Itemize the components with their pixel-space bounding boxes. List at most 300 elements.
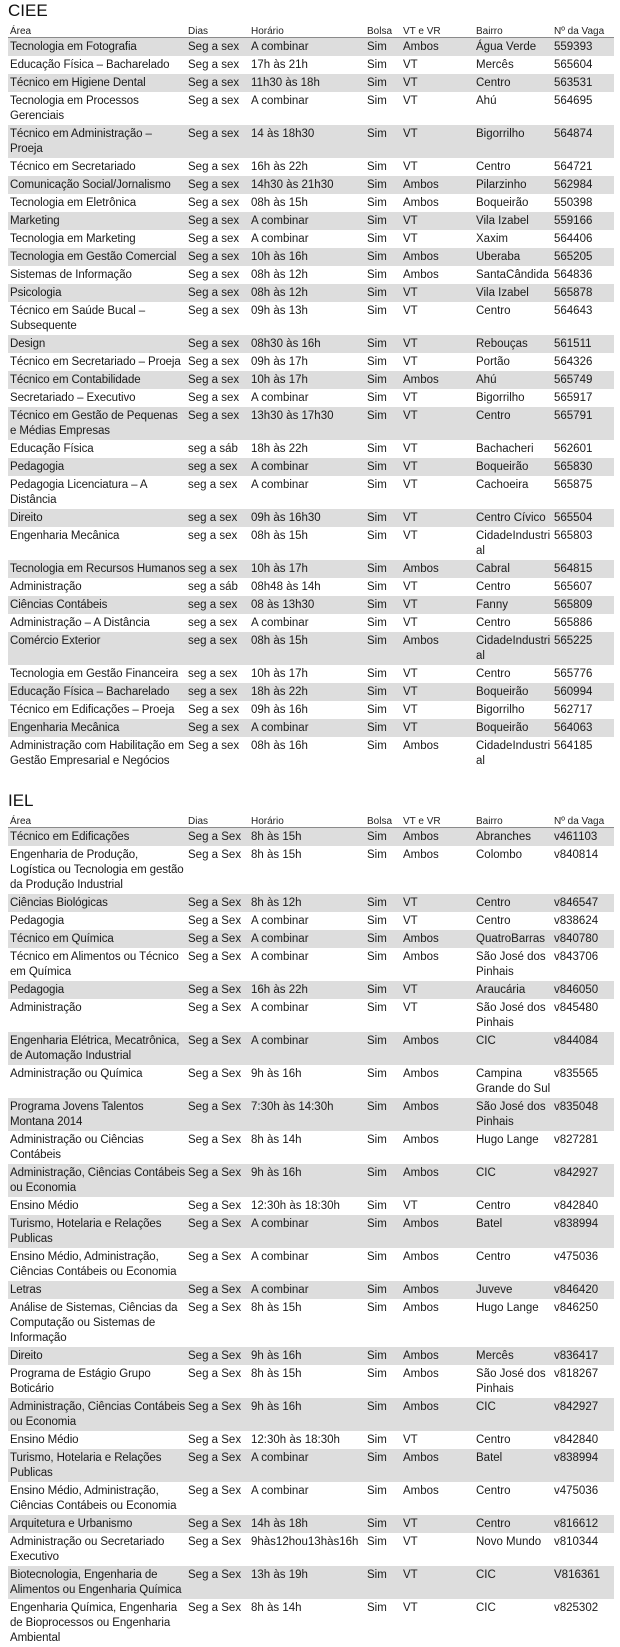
table-row xyxy=(8,1131,614,1164)
table-row xyxy=(8,1098,614,1131)
bolsa-cell: Sim xyxy=(365,999,401,1032)
table-row xyxy=(8,509,614,527)
area-cell: Educação Física – Bacharelado xyxy=(8,56,186,74)
vaga-cell: 564815 xyxy=(552,560,614,578)
vaga-cell: v827281 xyxy=(552,1131,614,1164)
vaga-cell: 562984 xyxy=(552,176,614,194)
bolsa-cell: Sim xyxy=(365,912,401,930)
table-row xyxy=(8,665,614,683)
vt-cell: VT xyxy=(401,719,474,737)
table-row xyxy=(8,1365,614,1398)
vt-cell: VT xyxy=(401,1566,474,1599)
bolsa-cell: Sim xyxy=(365,92,401,125)
bairro-cell: Ahú xyxy=(474,92,552,125)
table-row xyxy=(8,912,614,930)
bolsa-cell: Sim xyxy=(365,665,401,683)
bairro-cell: Centro xyxy=(474,894,552,912)
horario-cell: A combinar xyxy=(249,92,365,125)
table-row xyxy=(8,194,614,212)
vaga-cell: v838994 xyxy=(552,1215,614,1248)
bairro-cell: Boqueirão xyxy=(474,458,552,476)
vaga-cell: v842927 xyxy=(552,1164,614,1197)
vt-cell: Ambos xyxy=(401,1365,474,1398)
table-row xyxy=(8,527,614,560)
bolsa-cell: Sim xyxy=(365,1533,401,1566)
bolsa-cell: Sim xyxy=(365,737,401,770)
area-cell: Turismo, Hotelaria e Relações Publicas xyxy=(8,1215,186,1248)
table-row xyxy=(8,1566,614,1599)
vt-cell: Ambos xyxy=(401,1248,474,1281)
col-header-vt: VT e VR xyxy=(401,812,474,828)
table-row xyxy=(8,230,614,248)
table-row xyxy=(8,302,614,335)
table-row xyxy=(8,981,614,999)
dias-cell: seg a sex xyxy=(186,527,249,560)
horario-cell: A combinar xyxy=(249,614,365,632)
bairro-cell: Pilarzinho xyxy=(474,176,552,194)
table-row xyxy=(8,1431,614,1449)
horario-cell: 09h às 16h30 xyxy=(249,509,365,527)
dias-cell: Seg a sex xyxy=(186,125,249,158)
vt-cell: VT xyxy=(401,125,474,158)
bairro-cell: Campina Grande do Sul xyxy=(474,1065,552,1098)
bairro-cell: CIC xyxy=(474,1566,552,1599)
table-row xyxy=(8,371,614,389)
bolsa-cell: Sim xyxy=(365,1299,401,1347)
vt-cell: VT xyxy=(401,578,474,596)
vaga-cell: 564063 xyxy=(552,719,614,737)
dias-cell: seg a sex xyxy=(186,476,249,509)
bolsa-cell: Sim xyxy=(365,1347,401,1365)
col-header-horario: Horário xyxy=(249,22,365,38)
vt-cell: Ambos xyxy=(401,846,474,894)
bairro-cell: Centro xyxy=(474,302,552,335)
dias-cell: Seg a sex xyxy=(186,194,249,212)
vaga-cell: 565803 xyxy=(552,527,614,560)
bairro-cell: Centro xyxy=(474,665,552,683)
horario-cell: A combinar xyxy=(249,230,365,248)
horario-cell: 09h às 16h xyxy=(249,701,365,719)
col-header-vt: VT e VR xyxy=(401,22,474,38)
vaga-cell: v816612 xyxy=(552,1515,614,1533)
col-header-bolsa: Bolsa xyxy=(365,22,401,38)
vaga-cell: 565809 xyxy=(552,596,614,614)
col-header-dias: Dias xyxy=(186,22,249,38)
area-cell: Educação Física xyxy=(8,440,186,458)
bolsa-cell: Sim xyxy=(365,212,401,230)
dias-cell: Seg a sex xyxy=(186,335,249,353)
dias-cell: Seg a Sex xyxy=(186,1347,249,1365)
bolsa-cell: Sim xyxy=(365,1197,401,1215)
area-cell: Administração ou Química xyxy=(8,1065,186,1098)
dias-cell: seg a sex xyxy=(186,509,249,527)
bairro-cell: Cachoeira xyxy=(474,476,552,509)
bairro-cell: Bigorrilho xyxy=(474,701,552,719)
bairro-cell: São José dos Pinhais xyxy=(474,999,552,1032)
bolsa-cell: Sim xyxy=(365,1449,401,1482)
bolsa-cell: Sim xyxy=(365,266,401,284)
bolsa-cell: Sim xyxy=(365,1599,401,1647)
ciee-section xyxy=(0,0,620,770)
horario-cell: 08h30 às 16h xyxy=(249,335,365,353)
horario-cell: 08h às 15h xyxy=(249,527,365,560)
table-row xyxy=(8,1533,614,1566)
vaga-cell: 565776 xyxy=(552,665,614,683)
vaga-cell: 564326 xyxy=(552,353,614,371)
bolsa-cell: Sim xyxy=(365,176,401,194)
dias-cell: Seg a Sex xyxy=(186,1164,249,1197)
horario-cell: 9h às 16h xyxy=(249,1347,365,1365)
bairro-cell: CidadeIndustrial xyxy=(474,737,552,770)
vaga-cell: 562717 xyxy=(552,701,614,719)
area-cell: Sistemas de Informação xyxy=(8,266,186,284)
dias-cell: seg a sex xyxy=(186,458,249,476)
bolsa-cell: Sim xyxy=(365,894,401,912)
horario-cell: 17h às 21h xyxy=(249,56,365,74)
vaga-cell: V816361 xyxy=(552,1566,614,1599)
bairro-cell: CIC xyxy=(474,1398,552,1431)
vaga-cell: 565604 xyxy=(552,56,614,74)
horario-cell: 14h às 18h xyxy=(249,1515,365,1533)
vt-cell: Ambos xyxy=(401,1347,474,1365)
table-row xyxy=(8,1347,614,1365)
bairro-cell: SantaCândida xyxy=(474,266,552,284)
table-row xyxy=(8,999,614,1032)
horario-cell: 12:30h às 18:30h xyxy=(249,1197,365,1215)
bairro-cell: Centro xyxy=(474,158,552,176)
vt-cell: Ambos xyxy=(401,1164,474,1197)
table-row xyxy=(8,683,614,701)
bolsa-cell: Sim xyxy=(365,560,401,578)
dias-cell: seg a sáb xyxy=(186,578,249,596)
area-cell: Técnico em Saúde Bucal – Subsequente xyxy=(8,302,186,335)
area-cell: Ensino Médio, Administração, Ciências Contábeis ou Economia xyxy=(8,1248,186,1281)
iel-section xyxy=(0,790,620,1647)
bolsa-cell: Sim xyxy=(365,1098,401,1131)
vt-cell: Ambos xyxy=(401,632,474,665)
area-cell: Técnico em Administração – Proeja xyxy=(8,125,186,158)
table-row xyxy=(8,596,614,614)
dias-cell: Seg a Sex xyxy=(186,1215,249,1248)
table-row xyxy=(8,176,614,194)
vt-cell: VT xyxy=(401,912,474,930)
horario-cell: A combinar xyxy=(249,1032,365,1065)
bairro-cell: Centro xyxy=(474,912,552,930)
bairro-cell: Centro xyxy=(474,407,552,440)
horario-cell: A combinar xyxy=(249,476,365,509)
bairro-cell: CIC xyxy=(474,1599,552,1647)
horario-cell: 8h às 15h xyxy=(249,1365,365,1398)
vt-cell: VT xyxy=(401,1431,474,1449)
vt-cell: Ambos xyxy=(401,371,474,389)
dias-cell: Seg a sex xyxy=(186,407,249,440)
bolsa-cell: Sim xyxy=(365,683,401,701)
vaga-cell: v842840 xyxy=(552,1431,614,1449)
bolsa-cell: Sim xyxy=(365,1281,401,1299)
vaga-cell: 565830 xyxy=(552,458,614,476)
horario-cell: 12:30h às 18:30h xyxy=(249,1431,365,1449)
vaga-cell: v835048 xyxy=(552,1098,614,1131)
bairro-cell: Centro xyxy=(474,1482,552,1515)
vt-cell: Ambos xyxy=(401,1482,474,1515)
vaga-cell: 565875 xyxy=(552,476,614,509)
vt-cell: VT xyxy=(401,999,474,1032)
dias-cell: Seg a Sex xyxy=(186,846,249,894)
dias-cell: Seg a sex xyxy=(186,701,249,719)
vaga-cell: v836417 xyxy=(552,1347,614,1365)
horario-cell: 8h às 15h xyxy=(249,1299,365,1347)
bairro-cell: Araucária xyxy=(474,981,552,999)
col-header-area: Área xyxy=(8,812,186,828)
dias-cell: seg a sex xyxy=(186,614,249,632)
table-row xyxy=(8,828,614,847)
dias-cell: Seg a Sex xyxy=(186,1431,249,1449)
area-cell: Administração com Habilitação em Gestão Empresarial e Negócios xyxy=(8,737,186,770)
horario-cell: A combinar xyxy=(249,38,365,57)
vt-cell: VT xyxy=(401,440,474,458)
area-cell: Ensino Médio xyxy=(8,1431,186,1449)
bairro-cell: Vila Izabel xyxy=(474,284,552,302)
horario-cell: 13h30 às 17h30 xyxy=(249,407,365,440)
area-cell: Letras xyxy=(8,1281,186,1299)
area-cell: Administração – A Distância xyxy=(8,614,186,632)
area-cell: Secretariado – Executivo xyxy=(8,389,186,407)
table-row xyxy=(8,894,614,912)
dias-cell: seg a sex xyxy=(186,560,249,578)
vaga-cell: 560994 xyxy=(552,683,614,701)
dias-cell: Seg a Sex xyxy=(186,912,249,930)
vt-cell: Ambos xyxy=(401,248,474,266)
vaga-cell: 559166 xyxy=(552,212,614,230)
vt-cell: VT xyxy=(401,458,474,476)
horario-cell: 10h às 17h xyxy=(249,371,365,389)
vt-cell: VT xyxy=(401,509,474,527)
dias-cell: Seg a sex xyxy=(186,353,249,371)
bolsa-cell: Sim xyxy=(365,981,401,999)
vt-cell: Ambos xyxy=(401,828,474,847)
vt-cell: VT xyxy=(401,407,474,440)
area-cell: Técnico em Gestão de Pequenas e Médias Empresas xyxy=(8,407,186,440)
vaga-cell: v844084 xyxy=(552,1032,614,1065)
table-row xyxy=(8,1299,614,1347)
vaga-cell: v842927 xyxy=(552,1398,614,1431)
table-row xyxy=(8,353,614,371)
table-row xyxy=(8,476,614,509)
vt-cell: Ambos xyxy=(401,1065,474,1098)
table-row xyxy=(8,719,614,737)
vt-cell: VT xyxy=(401,894,474,912)
table-row xyxy=(8,1248,614,1281)
table-row xyxy=(8,248,614,266)
vt-cell: VT xyxy=(401,284,474,302)
area-cell: Programa Jovens Talentos Montana 2014 xyxy=(8,1098,186,1131)
bolsa-cell: Sim xyxy=(365,476,401,509)
area-cell: Técnico em Edificações – Proeja xyxy=(8,701,186,719)
dias-cell: Seg a Sex xyxy=(186,1599,249,1647)
dias-cell: Seg a sex xyxy=(186,371,249,389)
vt-cell: VT xyxy=(401,1515,474,1533)
horario-cell: A combinar xyxy=(249,458,365,476)
vt-cell: Ambos xyxy=(401,38,474,57)
vaga-cell: 565504 xyxy=(552,509,614,527)
vaga-cell: v818267 xyxy=(552,1365,614,1398)
vaga-cell: 564643 xyxy=(552,302,614,335)
dias-cell: seg a sex xyxy=(186,683,249,701)
table-row xyxy=(8,737,614,770)
vt-cell: VT xyxy=(401,56,474,74)
horario-cell: 18h às 22h xyxy=(249,683,365,701)
horario-cell: A combinar xyxy=(249,389,365,407)
vaga-cell: 562601 xyxy=(552,440,614,458)
dias-cell: Seg a Sex xyxy=(186,1398,249,1431)
bolsa-cell: Sim xyxy=(365,930,401,948)
area-cell: Direito xyxy=(8,509,186,527)
bolsa-cell: Sim xyxy=(365,948,401,981)
bairro-cell: CidadeIndustrial xyxy=(474,632,552,665)
vt-cell: VT xyxy=(401,212,474,230)
horario-cell: 10h às 17h xyxy=(249,560,365,578)
bairro-cell: Uberaba xyxy=(474,248,552,266)
vaga-cell: v825302 xyxy=(552,1599,614,1647)
dias-cell: Seg a Sex xyxy=(186,1065,249,1098)
bolsa-cell: Sim xyxy=(365,1365,401,1398)
table-row xyxy=(8,92,614,125)
bolsa-cell: Sim xyxy=(365,1566,401,1599)
vt-cell: Ambos xyxy=(401,1098,474,1131)
vt-cell: VT xyxy=(401,1533,474,1566)
area-cell: Pedagogia xyxy=(8,912,186,930)
bairro-cell: São José dos Pinhais xyxy=(474,1098,552,1131)
bairro-cell: CIC xyxy=(474,1164,552,1197)
bairro-cell: Centro xyxy=(474,578,552,596)
horario-cell: 08h às 12h xyxy=(249,284,365,302)
area-cell: Arquitetura e Urbanismo xyxy=(8,1515,186,1533)
vaga-cell: 565791 xyxy=(552,407,614,440)
vaga-cell: v838624 xyxy=(552,912,614,930)
dias-cell: Seg a Sex xyxy=(186,1515,249,1533)
dias-cell: Seg a Sex xyxy=(186,1365,249,1398)
dias-cell: Seg a sex xyxy=(186,248,249,266)
vaga-cell: v838994 xyxy=(552,1449,614,1482)
table-row xyxy=(8,1398,614,1431)
table-row xyxy=(8,614,614,632)
area-cell: Engenharia Química, Engenharia de Bioprocessos ou Engenharia Ambiental xyxy=(8,1599,186,1647)
vaga-cell: 563531 xyxy=(552,74,614,92)
bairro-cell: Abranches xyxy=(474,828,552,847)
dias-cell: Seg a sex xyxy=(186,158,249,176)
table-row xyxy=(8,38,614,57)
bairro-cell: Batel xyxy=(474,1215,552,1248)
horario-cell: 11h30 às 18h xyxy=(249,74,365,92)
bairro-cell: Boqueirão xyxy=(474,683,552,701)
dias-cell: Seg a sex xyxy=(186,389,249,407)
horario-cell: 8h às 14h xyxy=(249,1599,365,1647)
area-cell: Tecnologia em Recursos Humanos xyxy=(8,560,186,578)
bolsa-cell: Sim xyxy=(365,701,401,719)
vt-cell: VT xyxy=(401,92,474,125)
table-row xyxy=(8,74,614,92)
bairro-cell: Centro xyxy=(474,1197,552,1215)
horario-cell: 7:30h às 14:30h xyxy=(249,1098,365,1131)
dias-cell: seg a sáb xyxy=(186,440,249,458)
vaga-cell: v846050 xyxy=(552,981,614,999)
col-header-vaga: Nº da Vaga xyxy=(552,812,614,828)
horario-cell: 9hàs12hou13hàs16h xyxy=(249,1533,365,1566)
area-cell: Direito xyxy=(8,1347,186,1365)
vt-cell: VT xyxy=(401,527,474,560)
table-row xyxy=(8,1197,614,1215)
section-title: CIEE xyxy=(8,0,614,22)
area-cell: Técnico em Edificações xyxy=(8,828,186,847)
vaga-cell: 564836 xyxy=(552,266,614,284)
vt-cell: VT xyxy=(401,683,474,701)
dias-cell: Seg a Sex xyxy=(186,1533,249,1566)
horario-cell: 14h30 às 21h30 xyxy=(249,176,365,194)
vt-cell: Ambos xyxy=(401,560,474,578)
table-row xyxy=(8,56,614,74)
dias-cell: Seg a sex xyxy=(186,719,249,737)
area-cell: Engenharia Mecânica xyxy=(8,527,186,560)
vaga-cell: v835565 xyxy=(552,1065,614,1098)
bolsa-cell: Sim xyxy=(365,1065,401,1098)
table-row xyxy=(8,1599,614,1647)
area-cell: Turismo, Hotelaria e Relações Publicas xyxy=(8,1449,186,1482)
table-row xyxy=(8,458,614,476)
bairro-cell: Boqueirão xyxy=(474,194,552,212)
vt-cell: VT xyxy=(401,158,474,176)
table-header-row xyxy=(8,22,614,38)
horario-cell: A combinar xyxy=(249,1215,365,1248)
horario-cell: A combinar xyxy=(249,719,365,737)
vt-cell: VT xyxy=(401,701,474,719)
iel-table-body xyxy=(8,828,614,1647)
vaga-cell: 564406 xyxy=(552,230,614,248)
area-cell: Comunicação Social/Jornalismo xyxy=(8,176,186,194)
bairro-cell: Mercês xyxy=(474,56,552,74)
dias-cell: seg a sex xyxy=(186,665,249,683)
vt-cell: Ambos xyxy=(401,266,474,284)
bolsa-cell: Sim xyxy=(365,158,401,176)
dias-cell: Seg a Sex xyxy=(186,981,249,999)
horario-cell: A combinar xyxy=(249,948,365,981)
ciee-table xyxy=(8,22,614,770)
horario-cell: 9h às 16h xyxy=(249,1164,365,1197)
horario-cell: 08 às 13h30 xyxy=(249,596,365,614)
table-row xyxy=(8,701,614,719)
area-cell: Tecnologia em Fotografia xyxy=(8,38,186,57)
bolsa-cell: Sim xyxy=(365,56,401,74)
bairro-cell: Hugo Lange xyxy=(474,1131,552,1164)
bairro-cell: Centro xyxy=(474,1515,552,1533)
table-row xyxy=(8,125,614,158)
bairro-cell: Bigorrilho xyxy=(474,125,552,158)
area-cell: Educação Física – Bacharelado xyxy=(8,683,186,701)
area-cell: Administração ou Ciências Contábeis xyxy=(8,1131,186,1164)
col-header-bairro: Bairro xyxy=(474,22,552,38)
dias-cell: Seg a sex xyxy=(186,302,249,335)
bairro-cell: Hugo Lange xyxy=(474,1299,552,1347)
table-row xyxy=(8,1482,614,1515)
bolsa-cell: Sim xyxy=(365,1131,401,1164)
horario-cell: A combinar xyxy=(249,912,365,930)
vt-cell: Ambos xyxy=(401,1299,474,1347)
iel-table xyxy=(8,812,614,1647)
horario-cell: A combinar xyxy=(249,930,365,948)
bolsa-cell: Sim xyxy=(365,1248,401,1281)
bairro-cell: São José dos Pinhais xyxy=(474,948,552,981)
dias-cell: Seg a sex xyxy=(186,212,249,230)
section-title: IEL xyxy=(8,790,614,812)
